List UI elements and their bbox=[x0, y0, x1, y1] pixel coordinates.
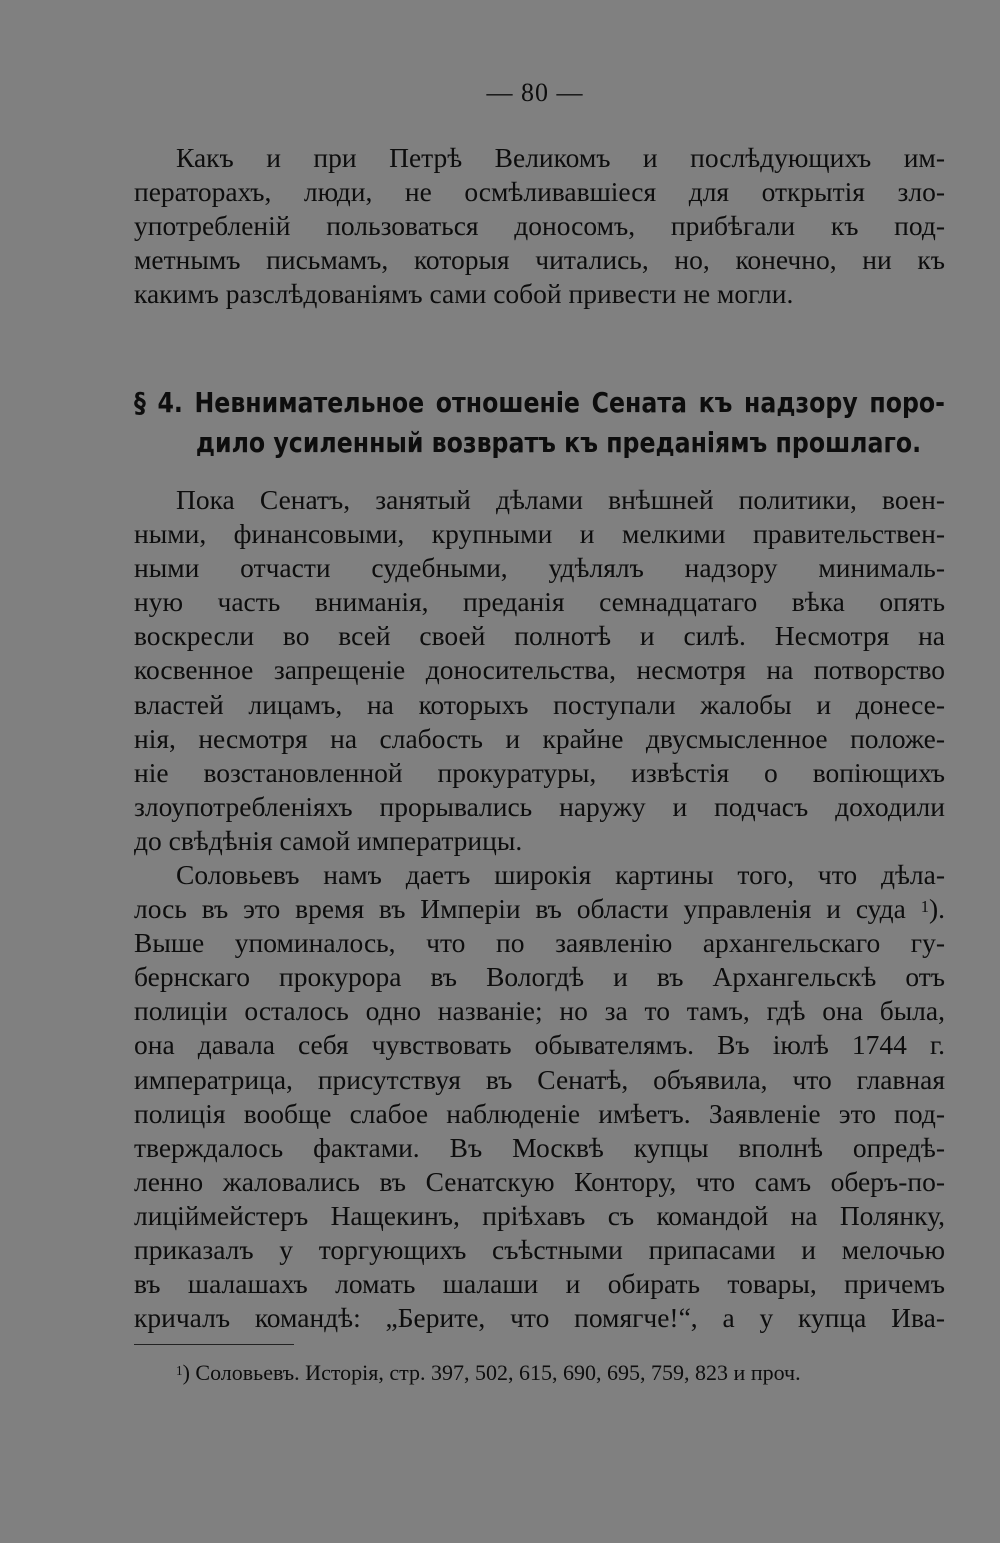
text-line: употребленій пользоваться доносомъ, прибѣгали къ под- bbox=[134, 210, 945, 242]
text-line: косвенное запрещеніе доносительства, несмотря на потворство bbox=[134, 654, 945, 686]
text-line: въ шалашахъ ломать шалаши и обирать товары, причемъ bbox=[134, 1268, 945, 1300]
text-line: ленно жаловались въ Сенатскую Контору, что самъ оберъ-по- bbox=[134, 1165, 945, 1197]
paragraph-2 bbox=[134, 483, 945, 858]
footnote bbox=[176, 1360, 801, 1386]
footnote-divider bbox=[134, 1344, 294, 1345]
text-line: тверждалось фактами. Въ Москвѣ купцы вполнѣ опредѣ- bbox=[134, 1131, 945, 1163]
paragraph-1 bbox=[134, 141, 945, 311]
text-line: бернскаго прокурора въ Вологдѣ и въ Архангельскѣ отъ bbox=[134, 961, 945, 993]
text-line: ную часть вниманія, преданія семнадцатаго вѣка опять bbox=[134, 586, 945, 618]
text-line bbox=[134, 892, 945, 926]
text-line: она давала себя чувствовать обывателямъ. Въ іюлѣ 1744 г. bbox=[134, 1029, 945, 1061]
text-line: Выше упоминалось, что по заявленію архангельскаго гу- bbox=[134, 927, 945, 959]
text-line: Пока Сенатъ, занятый дѣлами внѣшней политики, воен- bbox=[176, 484, 945, 515]
text-line: до свѣдѣнія самой императрицы. bbox=[134, 824, 523, 856]
text-line: кричалъ командѣ: „Берите, что помягче!“, а у купца Ива- bbox=[134, 1302, 945, 1334]
text-line: ными, финансовыми, крупными и мелкими правительствен- bbox=[134, 518, 945, 550]
text-line: лиціймейстеръ Нащекинъ, пріѣхавъ съ командой на Полянку, bbox=[134, 1199, 945, 1231]
footnote-text: ) Соловьевъ. Исторія, стр. 397, 502, 615, 690, 695, 759, 823 и проч. bbox=[182, 1360, 801, 1385]
text-line: властей лицамъ, на которыхъ поступали жалобы и донесе- bbox=[134, 688, 945, 720]
text-line: Соловьевъ намъ даетъ широкія картины того, что дѣла- bbox=[176, 859, 945, 890]
text-line: метнымъ письмамъ, которыя читались, но, конечно, ни къ bbox=[134, 244, 945, 276]
text-line: нія, несмотря на слабость и крайне двусмысленное положе- bbox=[134, 722, 945, 754]
text-line: полиція вообще слабое наблюденіе имѣетъ. Заявленіе это под- bbox=[134, 1097, 945, 1129]
text-line: императрица, присутствуя въ Сенатѣ, объявила, что главная bbox=[134, 1063, 945, 1095]
text-line: ными отчасти судебными, удѣлялъ надзору минималь- bbox=[134, 552, 945, 584]
text-line: ператорахъ, люди, не осмѣливавшіеся для открытія зло- bbox=[134, 176, 945, 208]
paragraph-3 bbox=[134, 858, 945, 1335]
text-line-body: лось въ это время въ Имперіи въ области управленія и суда bbox=[134, 893, 906, 925]
section-heading bbox=[134, 383, 945, 463]
section-heading-line: § 4. Невнимательное отношеніе Сената къ надзору поро- bbox=[134, 387, 945, 419]
text-line: какимъ разслѣдованіямъ сами собой привести не могли. bbox=[134, 278, 794, 310]
text-line: воскресли во всей своей полнотѣ и силѣ. Несмотря на bbox=[134, 620, 945, 652]
page-number: — 80 — bbox=[486, 78, 584, 107]
text-line-tail: ). bbox=[928, 893, 946, 925]
text-line: приказалъ у торгующихъ съѣстными припасами и мелочью bbox=[134, 1234, 945, 1266]
text-line: полиціи осталось одно названіе; но за то тамъ, гдѣ она была, bbox=[134, 995, 945, 1027]
section-heading-line: дило усиленный возвратъ къ преданіямъ прошлаго. bbox=[195, 427, 922, 459]
text-line: ніе возстановленной прокуратуры, извѣстія о вопіющихъ bbox=[134, 756, 945, 788]
footnote-mark: 1 bbox=[176, 1363, 183, 1379]
text-line: Какъ и при Петрѣ Великомъ и послѣдующихъ им- bbox=[176, 142, 945, 173]
footnote-reference: 1 bbox=[920, 897, 929, 917]
text-line: злоупотребленіяхъ прорывались наружу и подчасъ доходили bbox=[134, 790, 945, 822]
